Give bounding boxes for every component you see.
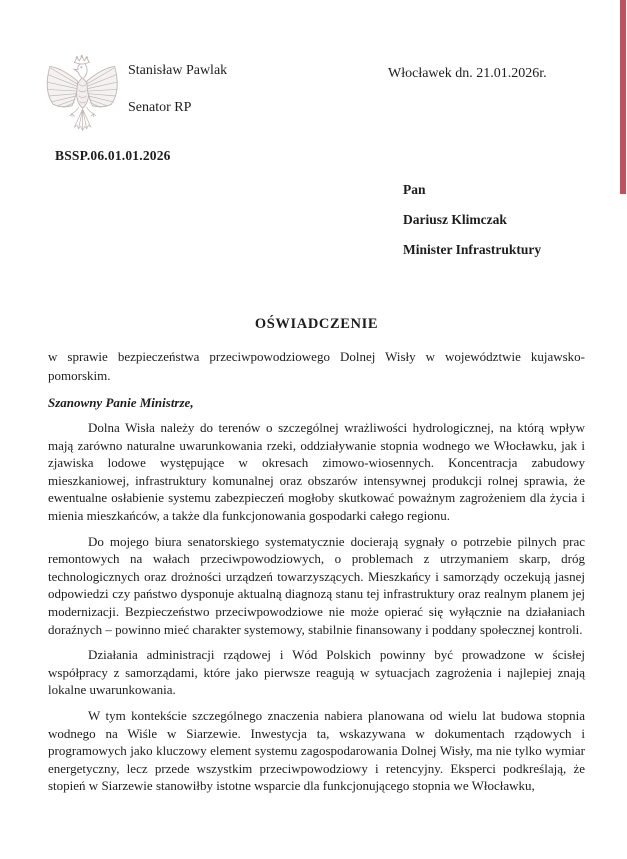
letter-body	[48, 316, 585, 803]
subject-line: w sprawie bezpieczeństwa przeciwpowodziowego Dolnej Wisły w województwie kujawsko-pomorskim.	[48, 349, 585, 383]
recipient-name: Dariusz Klimczak	[403, 212, 507, 227]
recipient-position: Minister Infrastruktury	[403, 242, 542, 257]
red-accent-stripe	[620, 0, 626, 194]
greeting: Szanowny Panie Ministrze,	[48, 395, 194, 410]
recipient-salutation: Pan	[403, 182, 426, 197]
paragraph-2: Do mojego biura senatorskiego systematycznie docierają sygnały o potrzebie pilnych prac remontowych na wałach przeciwpowodziowych, o problemach z utrzymaniem skarp, dróg technologicznych oraz drożności urządzeń towarzyszących. Mieszkańcy i samorządy oczekują jasnej odpowiedzi czy państwo dysponuje aktualną diagnozą stanu tej infrastruktury oraz realnym planem jej modernizacji. Bezpieczeństwo przeciwpowodziowe nie może opierać się wyłącznie na działaniach doraźnych – powinno mieć charakter systemowy, stabilnie finansowany i poddany społecznej kontroli.	[48, 533, 585, 637]
document-heading: OŚWIADCZENIE	[254, 316, 379, 332]
sender-name: Stanisław Pawlak	[128, 63, 228, 78]
paragraph-4: W tym kontekście szczególnego znaczenia nabiera planowana od wielu lat budowa stopnia wodnego na Wiśle w Siarzewie. Inwestycja ta, wskazywana w dokumentach rządowych i programowych jako kluczowy element systemu zagospodarowania Dolnej Wisły, ma nie tylko wymiar energetyczny, lecz przede wszystkim przeciwpowodziowy i retencyjny. Eksperci podkreślają, że stopień w Siarzewie stanowiłby istotne wsparcie dla funkcjonującego stopnia we Włocławku,	[48, 707, 585, 794]
paragraph-1: Dolna Wisła należy do terenów o szczególnej wrażliwości hydrologicznej, na którą wpływ mają zarówno naturalne uwarunkowania rzeki, oddziaływanie stopnia wodnego we Włocławku, jak i zjawiska lodowe występujące w okresach zimowo-wiosennych. Koncentracja zabudowy mieszkaniowej, infrastruktury komunalnej oraz obszarów intensywnej produkcji rolnej sprawia, że ewentualne osłabienie systemu zabezpieczeń mogłoby skutkować poważnym zagrożeniem dla życia i mienia mieszkańców, a także dla funkcjonowania gospodarki całego regionu.	[48, 420, 585, 523]
polish-eagle-emblem	[44, 55, 118, 137]
paragraph-3: Działania administracji rządowej i Wód Polskich powinny być prowadzone w ścisłej współpracy z samorządami, które jako pierwsze reagują w sytuacjach zagrożenia i najlepiej znają lokalne uwarunkowania.	[48, 647, 585, 698]
reference-number: BSSP.06.01.01.2026	[55, 148, 171, 163]
sender-title: Senator RP	[128, 100, 192, 115]
recipient-block	[403, 181, 541, 271]
place-date: Włocławek dn. 21.01.2026r.	[388, 66, 547, 81]
sender-block	[128, 63, 227, 116]
